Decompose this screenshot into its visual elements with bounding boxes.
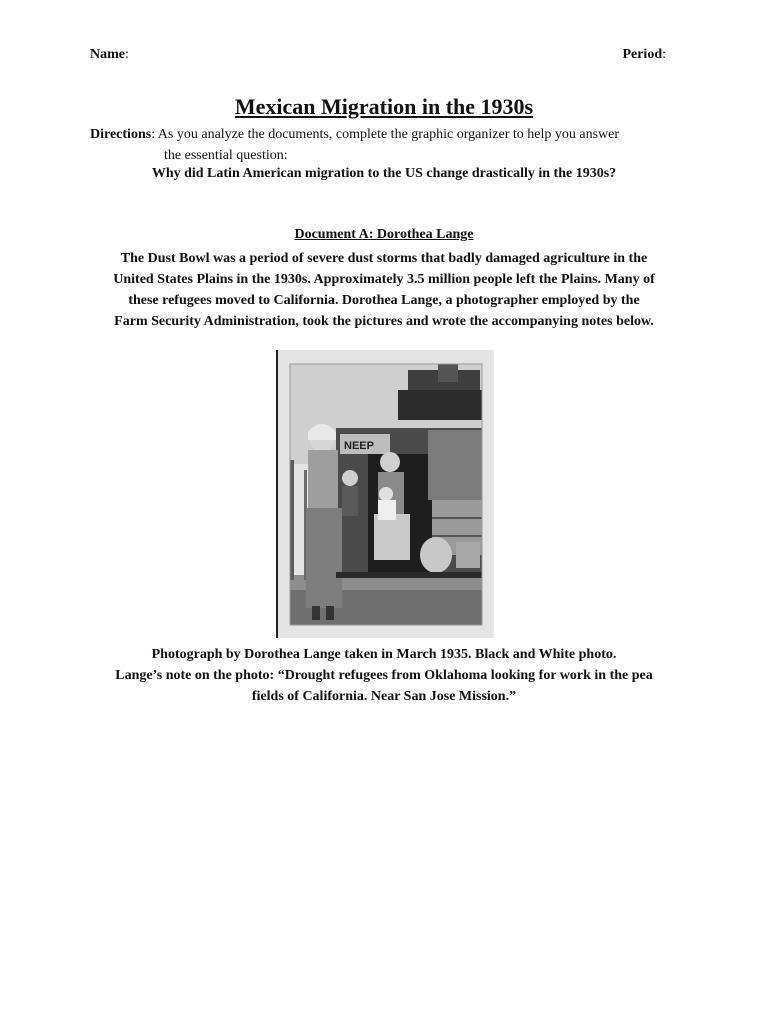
caption-line: Lange’s note on the photo: “Drought refugees from Oklahoma looking for work in the pea (115, 668, 653, 683)
page-title: Mexican Migration in the 1930s (234, 94, 534, 119)
period-colon: : (662, 47, 666, 62)
document-a-body (0, 248, 768, 332)
name-colon: : (125, 47, 129, 62)
directions (90, 124, 690, 166)
dust-bowl-photograph (276, 350, 494, 638)
directions-text: : As you analyze the documents, complete the graphic organizer to help you answer (151, 127, 620, 142)
document-a-line: The Dust Bowl was a period of severe dust storms that badly damaged agriculture in the (120, 251, 648, 266)
essential-question: Why did Latin American migration to the US change drastically in the 1930s? (151, 166, 617, 181)
document-a-line: United States Plains in the 1930s. Approximately 3.5 million people left the Plains. Many of (113, 272, 655, 287)
photograph-image (278, 350, 492, 638)
period-label: Period (622, 47, 663, 62)
directions-text-line2: the essential question: (164, 148, 288, 163)
period-field (622, 47, 666, 63)
caption-line: Photograph by Dorothea Lange taken in March 1935. Black and White photo. (151, 647, 617, 662)
document-a-line: Farm Security Administration, took the pictures and wrote the accompanying notes below. (114, 314, 654, 329)
directions-label: Directions (90, 127, 152, 142)
photo-sign-text: NEEP (344, 440, 374, 452)
document-a-heading: Document A: Dorothea Lange (294, 227, 474, 242)
photo-caption (0, 644, 768, 707)
caption-line: fields of California. Near San Jose Mission.” (251, 689, 517, 704)
name-label: Name (90, 47, 125, 62)
name-field (90, 47, 129, 63)
document-a-line: these refugees moved to California. Dorothea Lange, a photographer employed by the (128, 293, 640, 308)
